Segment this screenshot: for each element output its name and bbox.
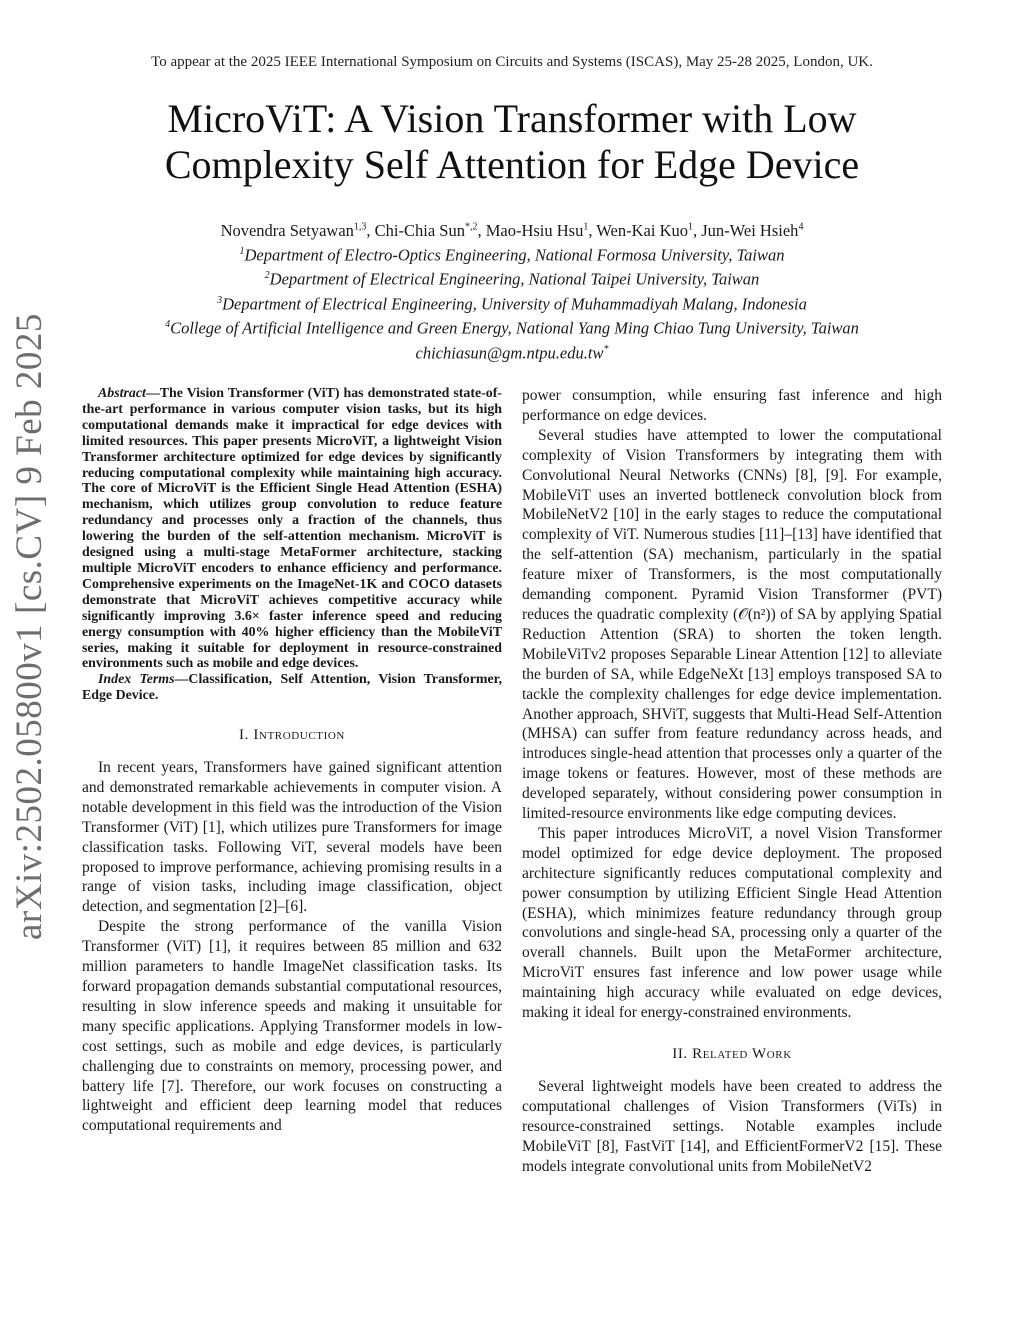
author: Wen-Kai Kuo$^1$, <box>596 220 702 240</box>
author: Chi-Chia Sun$^{*,2}$, <box>374 220 486 240</box>
abstract-text: —The Vision Transformer (ViT) has demonstrated state-of-the-art performance in various computer vision tasks, but its high computational demands make it impractical for edge devices with limited resources. This paper presents MicroViT, a lightweight Vision Transformer architecture optimized for edge devices by significantly reducing computational complexity while maintaining high accuracy. The core of MicroViT is the Efficient Single Head Attention (ESHA) mechanism, which utilizes group convolution to reduce feature redundancy and processes only a fraction of the channels, thus lowering the burden of the self-attention mechanism. MicroViT is designed using a multi-stage MetaFormer architecture, stacking multiple MicroViT encoders to enhance efficiency and performance. Comprehensive experiments on the ImageNet-1K and COCO datasets demonstrate that MicroViT achieves competitive accuracy while significantly improving 3.6× faster inference speed and reducing energy consumption with 40% higher efficiency than the MobileViT series, making it suitable for deployment in resource-constrained environments such as mobile and edge devices. <box>82 386 502 672</box>
author: Novendra Setyawan$^{1,3}$, <box>220 220 375 240</box>
affiliation: $^1$Department of Electro-Optics Engineering, National Formosa University, Taiwan <box>239 245 785 264</box>
abstract-label: Abstract <box>98 386 146 401</box>
paragraph: Despite the strong performance of the vanilla Vision Transformer (ViT) [1], it requires between 85 million and 632 million parameters to handle ImageNet classification tasks. Its forward propagation demands substantial computational resources, resulting in slow inference speeds and making it unsuitable for many specific applications. Applying Transformer models in low-cost settings, such as mobile and edge devices, is particularly challenging due to constraints on memory, processing power, and battery life [7]. Therefore, our work focuses on constructing a lightweight and efficient deep learning model that reduces computational requirements and <box>82 918 502 1135</box>
paragraph: Several lightweight models have been created to address the computational challenges of Vision Transformers (ViTs) in resource-constrained settings. Notable examples include MobileViT [8], FastViT [14], and EfficientFormerV2 [15]. These models integrate convolutional units from MobileNetV2 <box>522 1077 942 1175</box>
paragraph: In recent years, Transformers have gained significant attention and demonstrated remarkable achievements in computer vision. A notable development in this field was the introduction of the Vision Transformer (ViT) [1], which utilizes pure Transformers for image classification tasks. Following ViT, several models have been proposed to improve performance, achieving promising results in a range of vision tasks, including image classification, object detection, and segmentation [2]–[6]. <box>82 759 502 916</box>
index-terms-label: Index Terms <box>98 672 175 688</box>
index-terms-text: —Classification, Self Attention, Vision Transformer, Edge Device. <box>82 672 502 704</box>
section-heading-related-work: II. Related Work <box>672 1046 792 1062</box>
paper-title <box>112 96 912 188</box>
section-heading-introduction: I. Introduction <box>239 727 345 744</box>
conference-notice: To appear at the 2025 IEEE International Symposium on Circuits and Systems (ISCAS), May 25-28 2025, London, UK. <box>151 54 873 70</box>
arxiv-identifier: arXiv:2502.05800v1 [cs.CV] 9 Feb 2025 <box>9 313 50 940</box>
author-block <box>62 216 962 363</box>
author: Jun-Wei Hsieh$^4$ <box>701 220 804 240</box>
affiliation: $^3$Department of Electrical Engineering, University of Muhammadiyah Malang, Indonesia <box>217 294 807 313</box>
title-line-2: Complexity Self Attention for Edge Device <box>164 142 860 187</box>
affiliation: $^2$Department of Electrical Engineering, National Taipei University, Taiwan <box>264 269 760 289</box>
author-list <box>62 216 962 241</box>
right-column <box>522 386 942 1176</box>
contact-email[interactable]: chichiasun@gm.ntpu.edu.tw* <box>415 343 609 362</box>
abstract <box>82 386 502 672</box>
author: Mao-Hsiu Hsu$^1$, <box>485 220 597 240</box>
paragraph: This paper introduces MicroViT, a novel Vision Transformer model optimized for edge device deployment. The proposed architecture significantly reduces computational complexity and power consumption by utilizing Efficient Single Head Attention (ESHA), which minimizes feature redundancy through group convolutions and single-head SA, processing only a quarter of the overall channels. Built upon the MetaFormer architecture, MicroViT ensures fast inference and low power usage while maintaining high accuracy while evaluated on edge devices, making it ideal for energy-constrained environments. <box>522 824 942 1022</box>
affiliation: $^4$College of Artificial Intelligence and Green Energy, National Yang Ming Chiao Tung University, Taiwan <box>165 318 859 338</box>
index-terms <box>82 672 502 704</box>
paragraph: power consumption, while ensuring fast inference and high performance on edge devices. <box>522 387 942 424</box>
paragraph: Several studies have attempted to lower the computational complexity of Vision Transformers by integrating them with Convolutional Neural Networks (CNNs) [8], [9]. For example, MobileViT uses an inverted bottleneck convolution block from MobileNetV2 [10] in the early stages to reduce the computational complexity of ViT. Numerous studies [11]–[13] have identified that the self-attention (SA) mechanism, particularly in the spatial feature mixer of Transformers, is the most computationally demanding component. Pyramid Vision Transformer (PVT) reduces the quadratic complexity (𝒪(n²)) of SA by applying Spatial Reduction Attention (SRA) to shorten the token length. MobileViTv2 proposes Separable Linear Attention [12] to alleviate the burden of SA, while EdgeNeXt [13] employs transposed SA to tackle the complexity challenges for edge device implementation. Another approach, SHViT, suggests that Multi-Head Self-Attention (MHSA) can suffer from feature redundancy across heads, and introduces single-head attention that processes only a quarter of the image tokens or features. However, most of these methods are developed separately, without considering power consumption in limited-resource environments like edge computing devices. <box>522 426 942 823</box>
left-column <box>82 386 502 1136</box>
title-line-1: MicroViT: A Vision Transformer with Low <box>167 96 857 141</box>
